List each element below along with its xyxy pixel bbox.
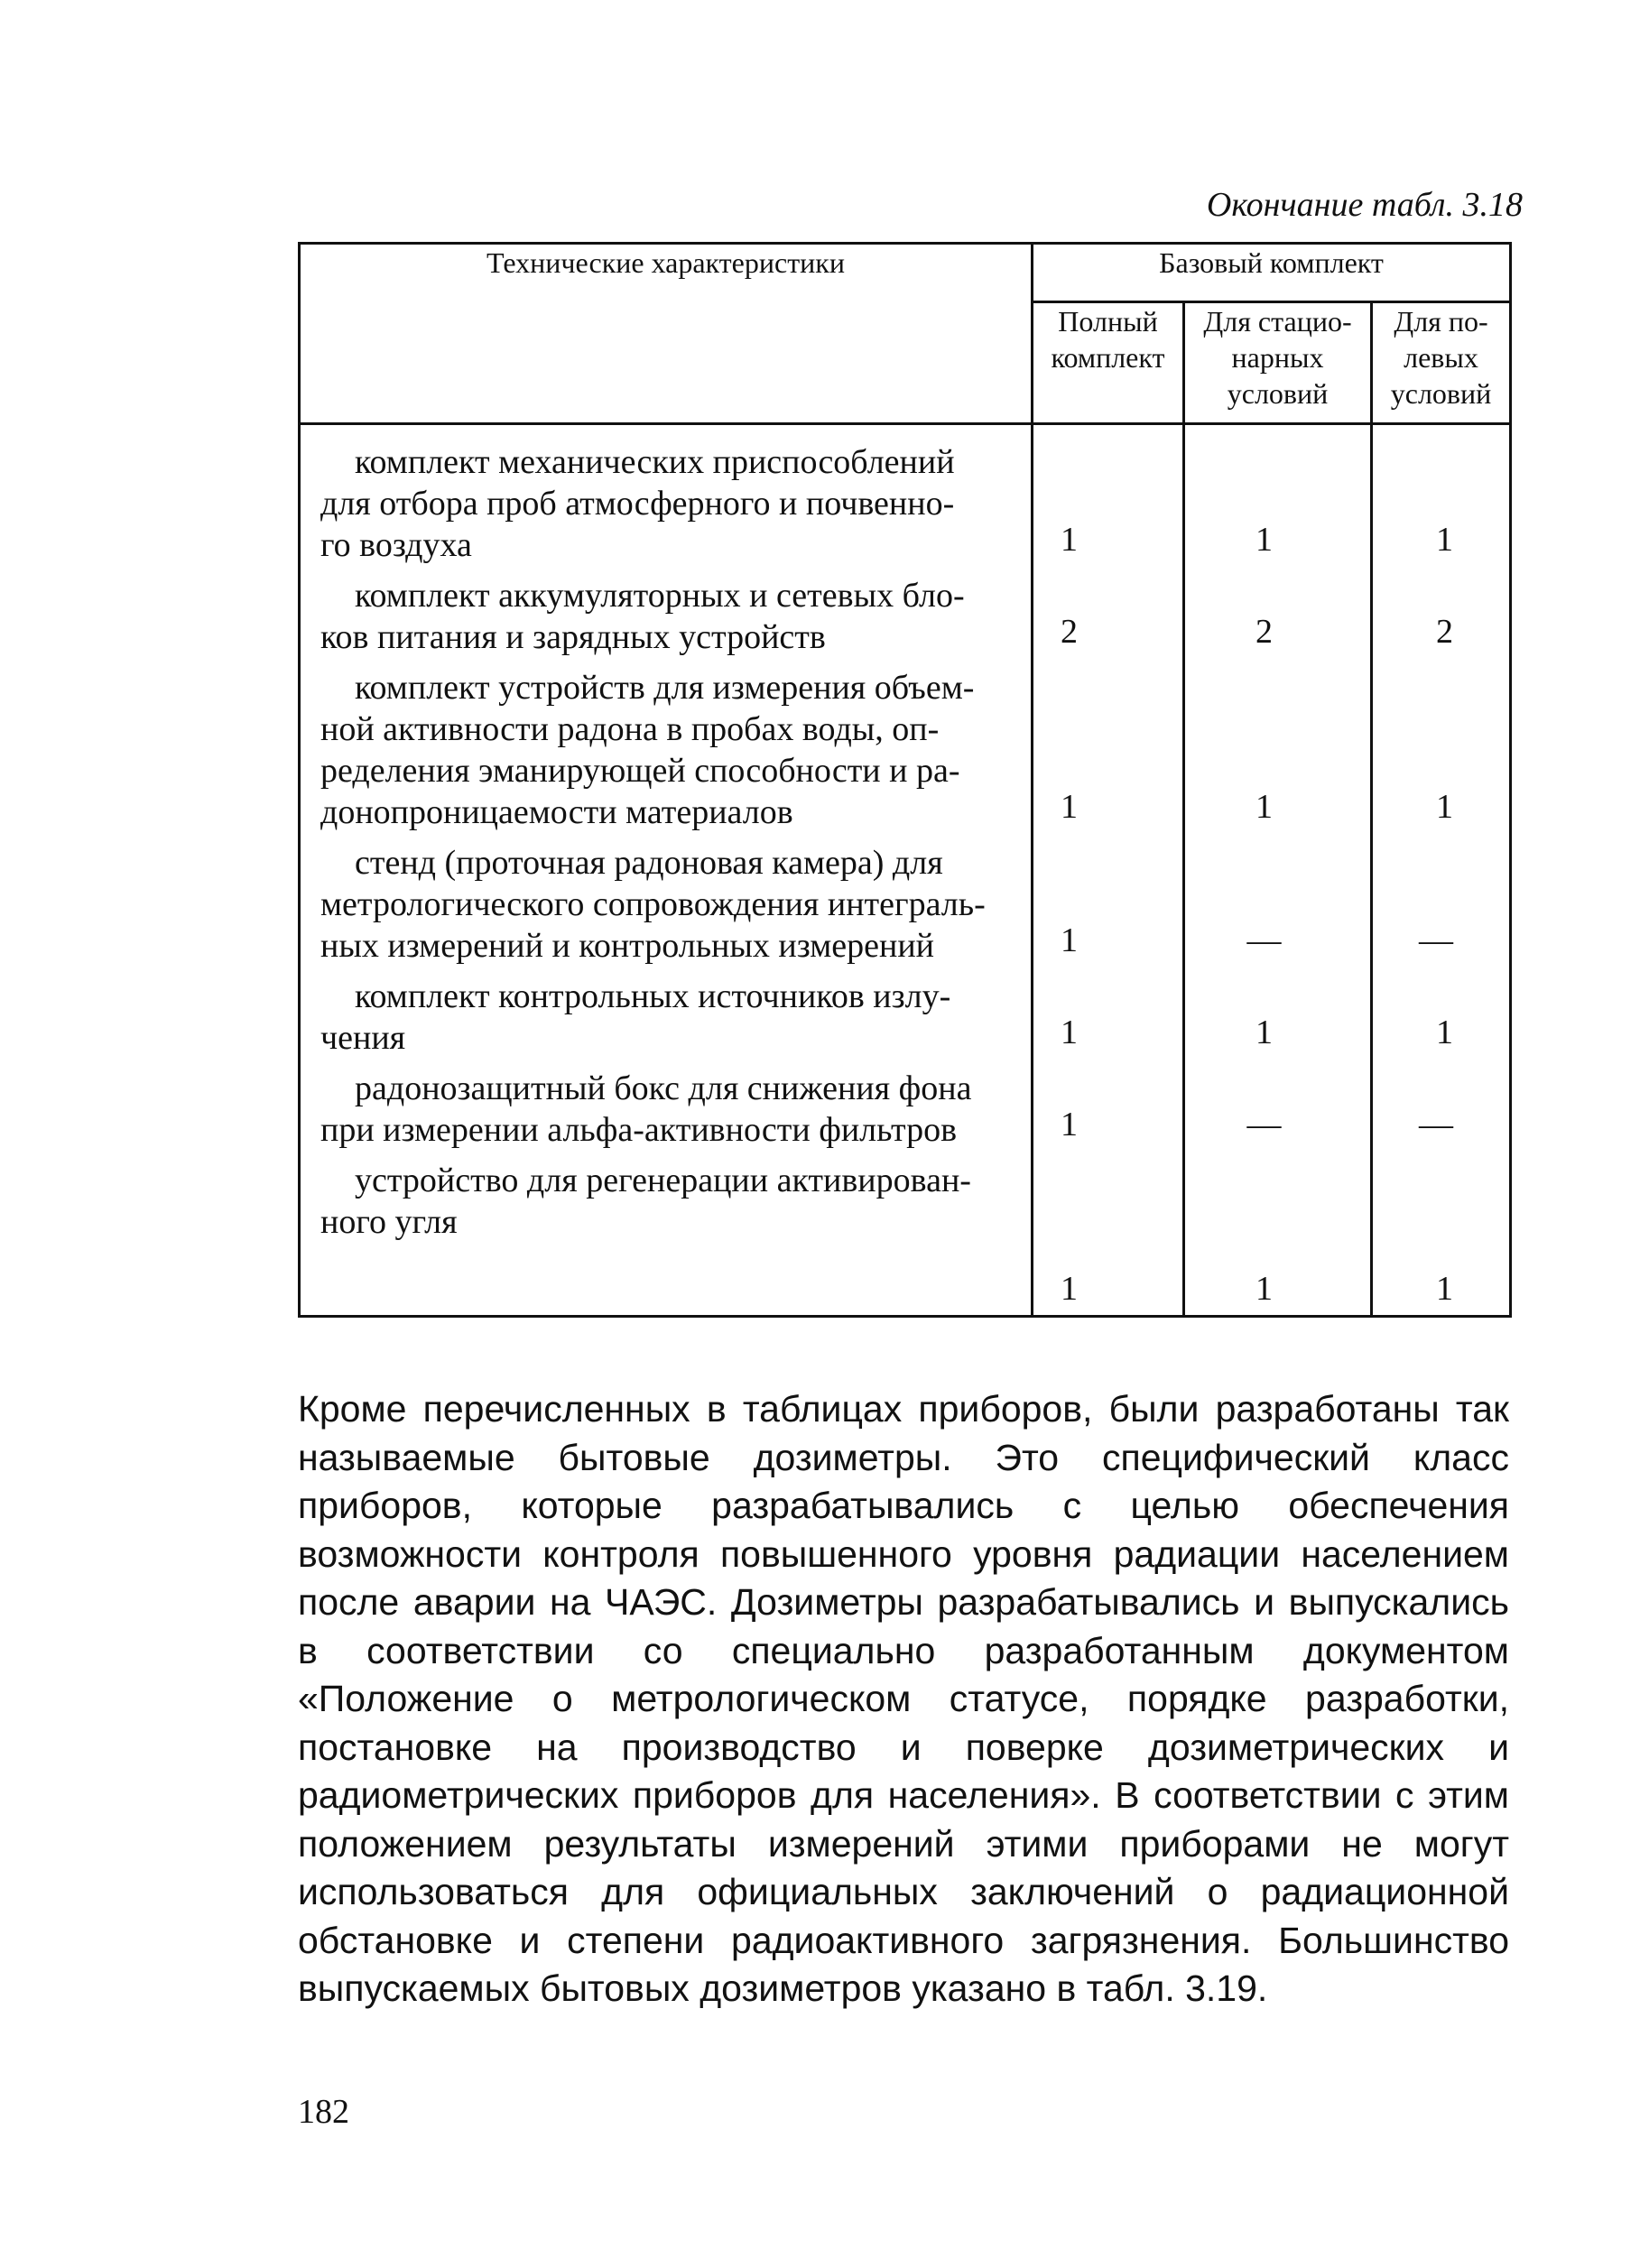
description-line: метрологического сопровождения интеграль- [320,885,986,923]
table-row [300,833,1511,967]
row-description [300,566,1033,658]
value-stationary: — [1184,1059,1372,1151]
value-field: 2 [1372,566,1511,658]
description-line: комплект устройств для измерения объем- [355,669,975,707]
description-line: комплект контрольных источников излу- [355,977,951,1015]
description-line: комплект механических приспособлений [355,443,955,481]
value-full-kit: 2 [1033,566,1184,658]
description-line: радонозащитный бокс для снижения фона [355,1069,972,1107]
value-field: 1 [1372,658,1511,833]
value-field: — [1372,1059,1511,1151]
value-field: 1 [1372,424,1511,567]
page-number: 182 [298,2093,349,2131]
value-field: — [1372,833,1511,967]
table-row [300,967,1511,1059]
row-description [300,1151,1033,1317]
header-base-kit: Базовый комплект [1033,244,1511,302]
value-full-kit: 1 [1033,658,1184,833]
table-row [300,424,1511,567]
row-description [300,1059,1033,1151]
table-row [300,566,1511,658]
header-field: Для по- левых условий [1372,302,1511,424]
value-field: 1 [1372,1151,1511,1317]
description-line: ков питания и зарядных устройств [320,618,826,656]
value-stationary: 1 [1184,967,1372,1059]
row-description [300,658,1033,833]
value-stationary: — [1184,833,1372,967]
description-line: ных измерений и контрольных измерений [320,927,934,965]
description-line: стенд (проточная радоновая камера) для [355,844,943,882]
description-line: ределения эманирующей способности и ра- [320,752,960,790]
description-line: для отбора проб атмосферного и почвенно- [320,485,955,523]
table-row [300,658,1511,833]
description-line: чения [320,1019,406,1057]
equipment-table [298,242,1512,1318]
value-full-kit: 1 [1033,1151,1184,1317]
description-line: при измерении альфа-активности фильтров [320,1111,958,1149]
header-stationary: Для стацио- нарных условий [1184,302,1372,424]
row-description [300,424,1033,567]
table-row [300,1151,1511,1317]
header-full-kit: Полный комплект [1033,302,1184,424]
table-caption: Окончание табл. 3.18 [1206,186,1523,224]
value-full-kit: 1 [1033,1059,1184,1151]
value-stationary: 2 [1184,566,1372,658]
value-full-kit: 1 [1033,967,1184,1059]
value-full-kit: 1 [1033,833,1184,967]
body-paragraph: Кроме перечисленных в таблицах приборов, были разработаны так называемые бытовые дозиметры. Это специфический класс приборов, которые разрабатывались с целью обеспечения возможности контроля повышенного уровня радиации населением после аварии на ЧАЭС. Дозиметры разрабатывались и выпускались в соответствии со специально разработанным документом «Положение о метрологическом статусе, порядке разработки, постановке на производство и поверке дозиметрических и радиометрических приборов для населения». В соответствии с этим положением результаты измерений этими приборами не могут использоваться для официальных заключений о радиационной обстановке и степени радиоактивного загрязнения. Большинство выпускаемых бытовых дозиметров указано в табл. 3.19. [298,1388,1509,2009]
description-line: комплект аккумуляторных и сетевых бло- [355,577,965,615]
description-line: донопроницаемости материалов [320,793,793,831]
description-line: ного угля [320,1203,458,1241]
row-description [300,833,1033,967]
value-stationary: 1 [1184,1151,1372,1317]
value-field: 1 [1372,967,1511,1059]
description-line: ной активности радона в пробах воды, оп- [320,710,940,748]
value-stationary: 1 [1184,424,1372,567]
value-stationary: 1 [1184,658,1372,833]
value-full-kit: 1 [1033,424,1184,567]
description-line: устройство для регенерации активирован- [355,1162,971,1199]
row-description [300,967,1033,1059]
header-characteristics: Технические характеристики [300,244,1033,424]
table-row [300,1059,1511,1151]
description-line: го воздуха [320,526,472,564]
